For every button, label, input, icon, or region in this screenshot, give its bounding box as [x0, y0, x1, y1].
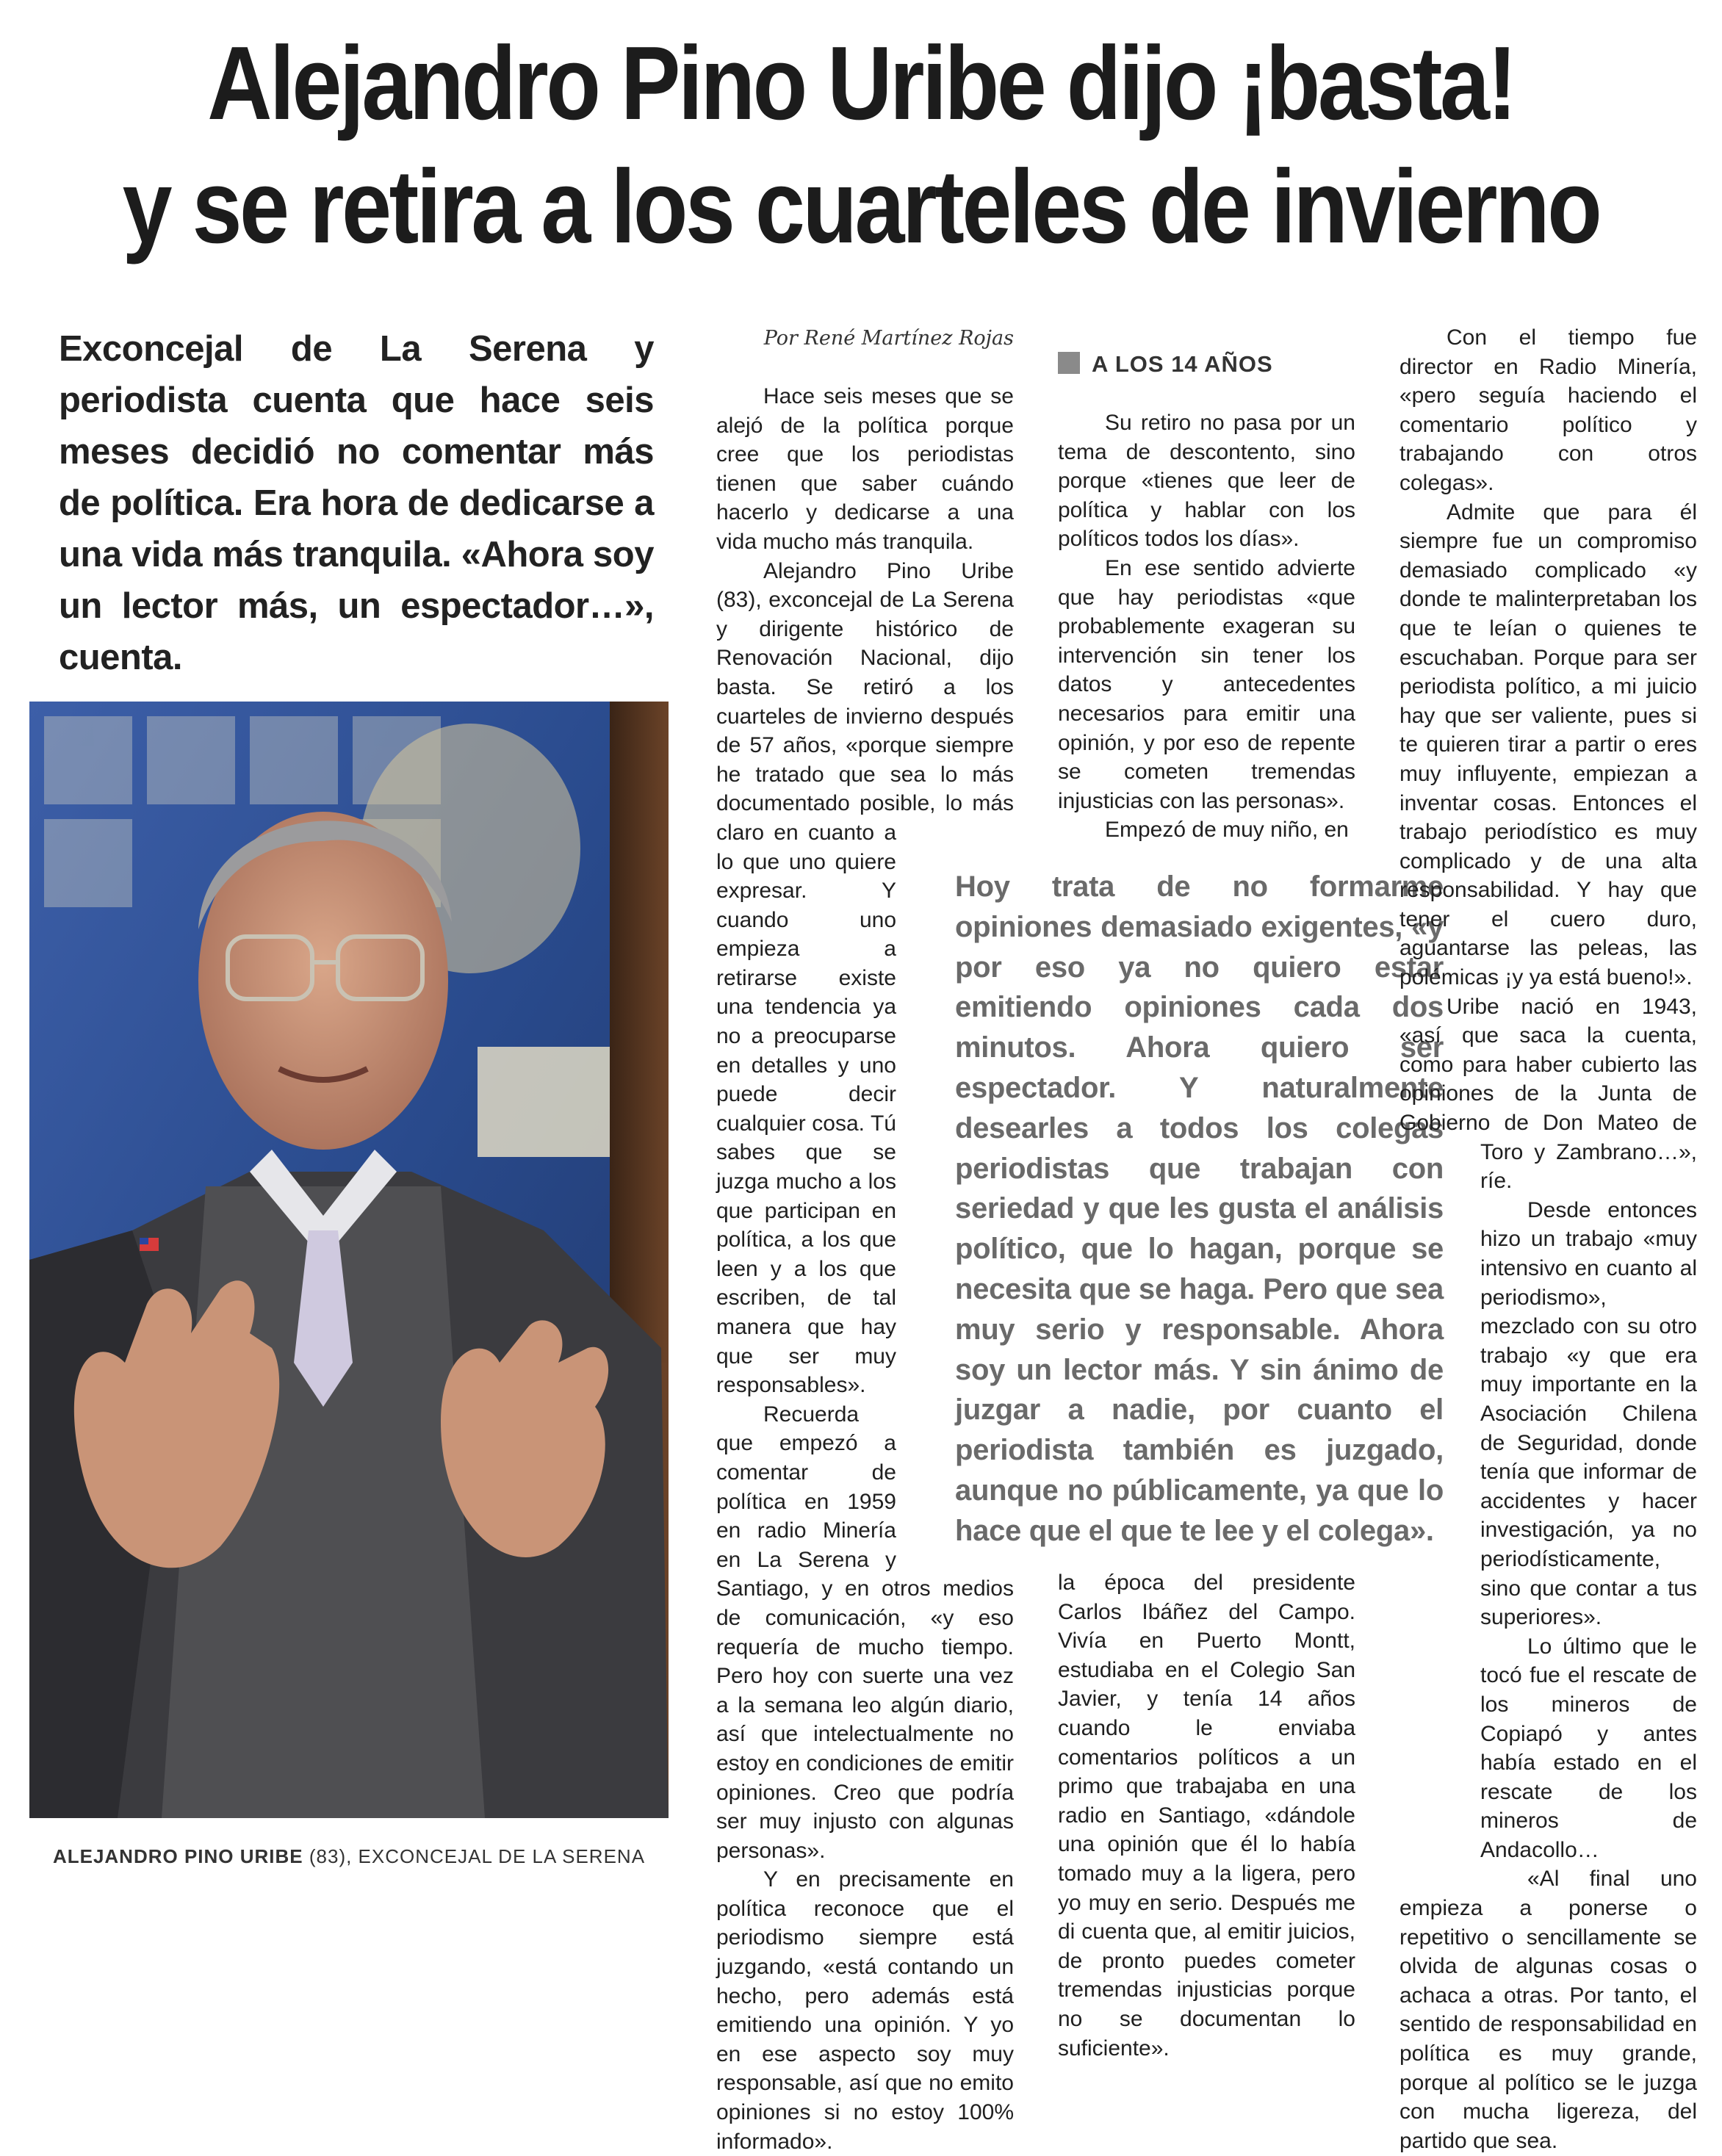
col1-para-4: Y en precisamente en política reconoce que el periodismo siempre está juzgando, «está contando un hecho, pero además está emitiendo una opinión. Y yo en ese aspecto soy muy responsable, así que no emito opiniones si no estoy 100% informado». — [716, 1867, 1014, 2154]
col2-para-3: Empezó de muy niño, en — [1105, 818, 1349, 843]
dek: Exconcejal de La Serena y periodista cuenta que hace seis meses decidió no comentar más de política. Era hora de dedicarse a una vida más tranquila. «Ahora soy un lector más, un espectador…», cuenta. — [59, 329, 654, 677]
byline: Por René Martínez Rojas — [763, 327, 1014, 350]
col3-para-4: Desde entonces hizo un trabajo «muy intensivo en cuanto al periodismo», mezclado con su otro trabajo «y que era muy importante en la Asociación Chilena de Seguridad, donde tenía que informar de accidentes y hacer investigación, ya no periodísticamente, sino que contar a tus superiores». — [1480, 1197, 1697, 1630]
col3-para-3: Uribe nació en 1943, «así que saca la cuenta, como para haber cubierto las opiniones de la Junta de Gobierno de Don Mateo de Toro y Zambrano…», ríe. — [1399, 994, 1697, 1194]
col3-para-1: Con el tiempo fue director en Radio Minería, «pero seguía haciendo el comentario político y trabajando con otros colegas». — [1399, 325, 1697, 495]
section-head-text: A LOS 14 AÑOS — [1092, 351, 1273, 377]
col3-para-2: Admite que para él siempre fue un compromiso demasiado complicado «y donde te malinterpretaban los que te leían o quienes te escuchaban. Porque para ser periodista político, a mi juicio hay que ser valiente, pues si te quieren tirar a partir o eres muy influyente, empiezan a inventar cosas. Entonces el trabajo periodístico es muy complicado y de una alta responsabilidad. Y hay que tener el cuero duro, aguantarse las peleas, las polémicas ¡y ya está bueno!». — [1399, 500, 1697, 990]
section-square-icon — [1058, 352, 1080, 374]
headline-line-1: Alejandro Pino Uribe dijo ¡basta! — [207, 25, 1515, 142]
caption-rest: (83), EXCONCEJAL DE LA SERENA — [303, 1845, 646, 1867]
portrait-illustration — [29, 702, 669, 1818]
col1-para-1: Hace seis meses que se alejó de la política porque cree que los periodistas tienen que saber cuándo hacerlo y dedicarse a una vida mucho más tranquila. — [716, 384, 1014, 554]
col3-para-6: «Al final uno empieza a ponerse o repetitivo o sencillamente se olvida de algunas cosas o achaca a otras. Por tanto, el sentido de responsabilidad en política es muy grande, porque al político se le juzga con mucha ligereza, del partido que sea. — [1399, 1867, 1697, 2153]
col2-para-4: la época del presidente Carlos Ibáñez del Campo. Vivía en Puerto Montt, estudiaba en el Colegio San Javier, y tenía 14 años cuando le enviaba comentarios políticos a un primo que trabajaba en una radio en Santiago, «dándole una opinión que él lo había tomado muy a la ligera, pero yo muy en serio. Después me di cuenta que, al emitir juicios, de pronto puedes cometer tremendas injusticias porque no se documentan lo suficiente». — [1058, 1571, 1355, 2061]
column-3 — [1399, 323, 1697, 2155]
headline-line-2: y se retira a los cuarteles de invierno — [122, 148, 1600, 265]
col1-para-2: Alejandro Pino Uribe (83), exconcejal de La Serena y dirigente histórico de Renovación Nacional, dijo basta. Se retiró a los cuarteles de invierno después de 57 años, «porque siempre he tratado que sea lo más documentado posible, lo más claro en cuanto a lo que uno quiere expresar. Y cuando uno empieza a retirarse existe una tendencia ya no a preocuparse en detalles y uno puede decir cualquier cosa. Tú sabes que se juzga mucho a los que participan en política, a los que leen y a los que escriben, de tal manera que hay que ser muy responsables». — [716, 558, 1014, 1398]
pull-quote: Hoy trata de no formarme opiniones demasiado exigentes, «y por eso ya no quiero estar emitiendo opiniones cada dos minutos. Ahora quiero ser espectador. Y naturalmente desearles a todos los colegas periodistas que trabajan con seriedad y que les gusta el análisis político, que lo hagan, porque se necesita que se haga. Pero que sea muy serio y responsable. Ahora soy un lector más. Y sin ánimo de juzgar a nadie, por cuanto el periodista también es juzgado, aunque no públicamente, ya que lo hace que el que te lee y el colega». — [955, 870, 1444, 1547]
caption-name: ALEJANDRO PINO URIBE — [52, 1845, 303, 1867]
column-2-top — [1058, 408, 1355, 845]
photo-caption — [29, 1845, 669, 1868]
section-head — [1058, 351, 1273, 378]
col2-para-2: En ese sentido advierte que hay periodistas «que probablemente exageran su intervención sin tener los datos y antecedentes necesarios para emitir una opinión, y por eso de repente se cometen tremendas injusticias con las personas». — [1058, 555, 1355, 813]
col1-para-3: Recuerda que empezó a comentar de política en 1959 en radio Minería en La Serena y Santiago, y en otros medios de comunicación, «y eso requería de mucho tiempo. Pero hoy con suerte una vez a la semana leo algún diario, así que intelectualmente no estoy en condiciones de emitir opiniones. Creo que podría ser muy injusto con algunas personas». — [716, 1402, 1014, 1863]
headline — [120, 22, 1602, 269]
photo — [29, 702, 669, 1818]
col3-para-5: Lo último que le tocó fue el rescate de los mineros de Copiapó y antes había estado en el rescate de los mineros de Andacollo… — [1480, 1634, 1697, 1862]
col2-para-1: Su retiro no pasa por un tema de descontento, sino porque «tienes que leer de política y hablar con los políticos todos los días». — [1058, 411, 1355, 552]
column-2-bottom — [1058, 1568, 1355, 2063]
